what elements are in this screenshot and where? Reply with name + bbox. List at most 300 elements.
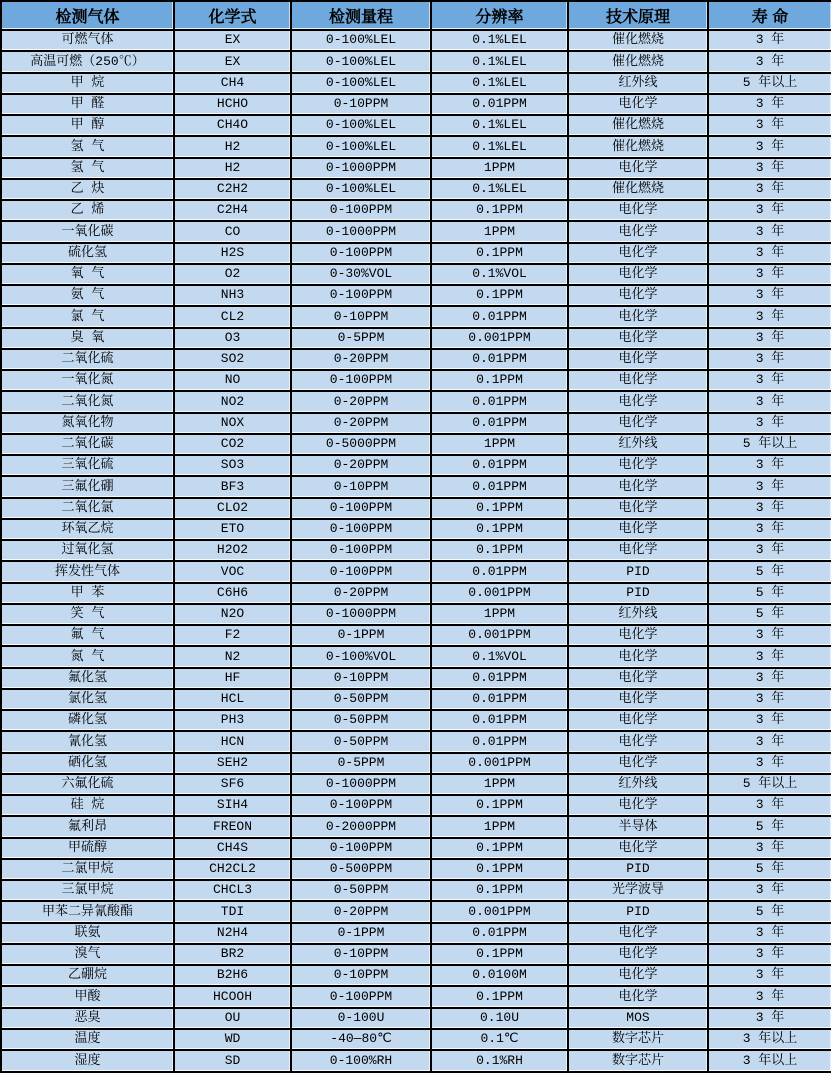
cell-resolution: 1PPM xyxy=(431,816,568,837)
cell-formula: N2O xyxy=(174,604,291,625)
cell-lifespan: 3 年 xyxy=(708,646,831,667)
cell-gas: 硅 烷 xyxy=(1,795,174,816)
cell-gas: 氟化氢 xyxy=(1,668,174,689)
cell-range: 0-10PPM xyxy=(291,94,431,115)
cell-principle: 电化学 xyxy=(568,519,708,540)
cell-lifespan: 3 年 xyxy=(708,264,831,285)
table-row xyxy=(1,1029,831,1050)
cell-principle: 电化学 xyxy=(568,370,708,391)
cell-resolution: 0.1%LEL xyxy=(431,73,568,94)
cell-lifespan: 3 年 xyxy=(708,476,831,497)
cell-range: 0-100%LEL xyxy=(291,73,431,94)
cell-principle: PID xyxy=(568,901,708,922)
cell-gas: 二氧化碳 xyxy=(1,434,174,455)
table-row xyxy=(1,838,831,859)
cell-gas: 氢 气 xyxy=(1,158,174,179)
cell-formula: H2S xyxy=(174,243,291,264)
cell-principle: 电化学 xyxy=(568,285,708,306)
cell-lifespan: 3 年 xyxy=(708,370,831,391)
cell-gas: 臭 氧 xyxy=(1,328,174,349)
cell-formula: HF xyxy=(174,668,291,689)
cell-formula: B2H6 xyxy=(174,965,291,986)
cell-range: 0-1000PPM xyxy=(291,604,431,625)
cell-range: 0-100PPM xyxy=(291,540,431,561)
cell-principle: 电化学 xyxy=(568,753,708,774)
cell-resolution: 1PPM xyxy=(431,434,568,455)
cell-range: 0-100PPM xyxy=(291,795,431,816)
cell-formula: CH2CL2 xyxy=(174,859,291,880)
cell-range: 0-5PPM xyxy=(291,328,431,349)
cell-resolution: 0.1%VOL xyxy=(431,646,568,667)
cell-gas: 甲苯二异氰酸酯 xyxy=(1,901,174,922)
table-row xyxy=(1,94,831,115)
cell-principle: 电化学 xyxy=(568,455,708,476)
cell-gas: 磷化氢 xyxy=(1,710,174,731)
cell-gas: 甲 烷 xyxy=(1,73,174,94)
cell-range: 0-50PPM xyxy=(291,689,431,710)
cell-lifespan: 3 年 xyxy=(708,285,831,306)
table-row xyxy=(1,731,831,752)
cell-range: 0-20PPM xyxy=(291,583,431,604)
cell-principle: 电化学 xyxy=(568,158,708,179)
cell-formula: OU xyxy=(174,1008,291,1029)
cell-principle: 电化学 xyxy=(568,923,708,944)
cell-resolution: 0.1PPM xyxy=(431,880,568,901)
cell-resolution: 0.01PPM xyxy=(431,455,568,476)
cell-lifespan: 3 年 xyxy=(708,158,831,179)
table-row xyxy=(1,923,831,944)
cell-principle: PID xyxy=(568,859,708,880)
cell-range: 0-1000PPM xyxy=(291,158,431,179)
cell-formula: EX xyxy=(174,51,291,72)
cell-principle: 电化学 xyxy=(568,944,708,965)
cell-gas: 甲 醛 xyxy=(1,94,174,115)
cell-gas: 过氧化氢 xyxy=(1,540,174,561)
table-row xyxy=(1,753,831,774)
cell-principle: 电化学 xyxy=(568,731,708,752)
cell-gas: 甲硫醇 xyxy=(1,838,174,859)
cell-principle: 电化学 xyxy=(568,646,708,667)
cell-principle: 电化学 xyxy=(568,413,708,434)
cell-formula: CO2 xyxy=(174,434,291,455)
table-row xyxy=(1,30,831,51)
cell-principle: 红外线 xyxy=(568,774,708,795)
table-row xyxy=(1,73,831,94)
cell-range: 0-1PPM xyxy=(291,625,431,646)
cell-range: 0-100%LEL xyxy=(291,115,431,136)
cell-resolution: 0.01PPM xyxy=(431,689,568,710)
cell-lifespan: 3 年 xyxy=(708,1008,831,1029)
cell-lifespan: 5 年 xyxy=(708,816,831,837)
cell-formula: CH4 xyxy=(174,73,291,94)
cell-lifespan: 5 年 xyxy=(708,604,831,625)
cell-principle: 电化学 xyxy=(568,689,708,710)
cell-gas: 温度 xyxy=(1,1029,174,1050)
cell-gas: 氧 气 xyxy=(1,264,174,285)
cell-resolution: 0.001PPM xyxy=(431,625,568,646)
cell-gas: 甲 醇 xyxy=(1,115,174,136)
cell-resolution: 0.001PPM xyxy=(431,753,568,774)
cell-formula: SF6 xyxy=(174,774,291,795)
table-row xyxy=(1,710,831,731)
cell-lifespan: 5 年以上 xyxy=(708,434,831,455)
cell-resolution: 0.01PPM xyxy=(431,349,568,370)
cell-range: 0-20PPM xyxy=(291,901,431,922)
cell-range: 0-100PPM xyxy=(291,838,431,859)
cell-resolution: 0.1PPM xyxy=(431,944,568,965)
cell-resolution: 0.1%LEL xyxy=(431,115,568,136)
cell-resolution: 0.1%LEL xyxy=(431,136,568,157)
cell-formula: PH3 xyxy=(174,710,291,731)
cell-formula: VOC xyxy=(174,561,291,582)
cell-range: 0-100PPM xyxy=(291,561,431,582)
cell-formula: TDI xyxy=(174,901,291,922)
cell-principle: 电化学 xyxy=(568,391,708,412)
table-row xyxy=(1,561,831,582)
cell-lifespan: 3 年 xyxy=(708,731,831,752)
cell-resolution: 0.001PPM xyxy=(431,901,568,922)
cell-formula: BR2 xyxy=(174,944,291,965)
cell-lifespan: 3 年 xyxy=(708,965,831,986)
cell-range: 0-50PPM xyxy=(291,731,431,752)
cell-principle: 催化燃烧 xyxy=(568,30,708,51)
cell-lifespan: 3 年 xyxy=(708,753,831,774)
cell-principle: 电化学 xyxy=(568,540,708,561)
cell-resolution: 0.001PPM xyxy=(431,583,568,604)
cell-formula: C2H4 xyxy=(174,200,291,221)
cell-gas: 硒化氢 xyxy=(1,753,174,774)
cell-principle: 电化学 xyxy=(568,328,708,349)
cell-lifespan: 5 年 xyxy=(708,561,831,582)
cell-resolution: 0.1℃ xyxy=(431,1029,568,1050)
cell-principle: 电化学 xyxy=(568,625,708,646)
cell-range: 0-100PPM xyxy=(291,285,431,306)
cell-gas: 三氟化硼 xyxy=(1,476,174,497)
cell-formula: SEH2 xyxy=(174,753,291,774)
cell-gas: 湿度 xyxy=(1,1050,174,1072)
cell-resolution: 0.1PPM xyxy=(431,540,568,561)
cell-range: 0-100%LEL xyxy=(291,30,431,51)
cell-formula: HCL xyxy=(174,689,291,710)
cell-range: 0-20PPM xyxy=(291,455,431,476)
table-row xyxy=(1,1008,831,1029)
cell-formula: C2H2 xyxy=(174,179,291,200)
cell-gas: 一氧化碳 xyxy=(1,221,174,242)
cell-resolution: 1PPM xyxy=(431,221,568,242)
cell-range: 0-10PPM xyxy=(291,668,431,689)
cell-principle: 红外线 xyxy=(568,604,708,625)
cell-gas: 环氧乙烷 xyxy=(1,519,174,540)
cell-formula: ETO xyxy=(174,519,291,540)
cell-formula: CHCL3 xyxy=(174,880,291,901)
cell-resolution: 0.01PPM xyxy=(431,476,568,497)
cell-range: 0-100PPM xyxy=(291,370,431,391)
cell-range: 0-5000PPM xyxy=(291,434,431,455)
table-row xyxy=(1,370,831,391)
cell-formula: FREON xyxy=(174,816,291,837)
cell-resolution: 0.1PPM xyxy=(431,498,568,519)
cell-resolution: 0.1PPM xyxy=(431,370,568,391)
cell-gas: 二氧化氯 xyxy=(1,498,174,519)
cell-principle: 红外线 xyxy=(568,434,708,455)
cell-gas: 甲酸 xyxy=(1,986,174,1007)
table-row xyxy=(1,583,831,604)
cell-range: 0-5PPM xyxy=(291,753,431,774)
cell-range: 0-30%VOL xyxy=(291,264,431,285)
cell-resolution: 0.1PPM xyxy=(431,795,568,816)
cell-gas: 乙 烯 xyxy=(1,200,174,221)
cell-resolution: 0.0100M xyxy=(431,965,568,986)
table-row xyxy=(1,668,831,689)
cell-range: 0-100PPM xyxy=(291,243,431,264)
cell-formula: SIH4 xyxy=(174,795,291,816)
table-row xyxy=(1,901,831,922)
cell-formula: WD xyxy=(174,1029,291,1050)
cell-principle: 催化燃烧 xyxy=(568,115,708,136)
cell-lifespan: 3 年 xyxy=(708,710,831,731)
cell-lifespan: 3 年 xyxy=(708,221,831,242)
cell-lifespan: 3 年 xyxy=(708,455,831,476)
cell-gas: 三氯甲烷 xyxy=(1,880,174,901)
cell-lifespan: 3 年 xyxy=(708,94,831,115)
cell-lifespan: 5 年以上 xyxy=(708,774,831,795)
table-body xyxy=(1,30,831,1072)
table-row xyxy=(1,519,831,540)
cell-gas: 氮氧化物 xyxy=(1,413,174,434)
cell-resolution: 0.01PPM xyxy=(431,306,568,327)
cell-principle: PID xyxy=(568,561,708,582)
cell-principle: 半导体 xyxy=(568,816,708,837)
cell-resolution: 1PPM xyxy=(431,774,568,795)
table-row xyxy=(1,944,831,965)
cell-lifespan: 3 年 xyxy=(708,306,831,327)
cell-resolution: 0.1PPM xyxy=(431,838,568,859)
cell-principle: 电化学 xyxy=(568,986,708,1007)
cell-gas: 联氨 xyxy=(1,923,174,944)
cell-lifespan: 3 年以上 xyxy=(708,1050,831,1072)
cell-gas: 氯 气 xyxy=(1,306,174,327)
cell-resolution: 0.01PPM xyxy=(431,561,568,582)
cell-formula: N2 xyxy=(174,646,291,667)
cell-principle: 电化学 xyxy=(568,200,708,221)
cell-principle: 电化学 xyxy=(568,94,708,115)
cell-lifespan: 3 年 xyxy=(708,986,831,1007)
cell-resolution: 1PPM xyxy=(431,158,568,179)
cell-gas: 恶臭 xyxy=(1,1008,174,1029)
cell-resolution: 0.1PPM xyxy=(431,519,568,540)
cell-formula: HCHO xyxy=(174,94,291,115)
cell-resolution: 1PPM xyxy=(431,604,568,625)
cell-principle: 电化学 xyxy=(568,668,708,689)
cell-formula: NO2 xyxy=(174,391,291,412)
cell-formula: NH3 xyxy=(174,285,291,306)
cell-gas: 二氧化氮 xyxy=(1,391,174,412)
table-row xyxy=(1,689,831,710)
cell-range: 0-100U xyxy=(291,1008,431,1029)
cell-formula: SD xyxy=(174,1050,291,1072)
cell-gas: 六氟化硫 xyxy=(1,774,174,795)
cell-gas: 笑 气 xyxy=(1,604,174,625)
table-row xyxy=(1,179,831,200)
cell-gas: 乙 炔 xyxy=(1,179,174,200)
table-row xyxy=(1,285,831,306)
cell-formula: CH4S xyxy=(174,838,291,859)
cell-principle: 光学波导 xyxy=(568,880,708,901)
cell-gas: 氟 气 xyxy=(1,625,174,646)
cell-formula: CL2 xyxy=(174,306,291,327)
table-row xyxy=(1,51,831,72)
cell-principle: MOS xyxy=(568,1008,708,1029)
cell-resolution: 0.1%LEL xyxy=(431,179,568,200)
table-row xyxy=(1,625,831,646)
cell-range: 0-50PPM xyxy=(291,880,431,901)
table-row xyxy=(1,986,831,1007)
cell-gas: 可燃气体 xyxy=(1,30,174,51)
cell-range: 0-100PPM xyxy=(291,519,431,540)
cell-lifespan: 3 年 xyxy=(708,689,831,710)
table-row xyxy=(1,306,831,327)
table-row xyxy=(1,965,831,986)
cell-range: 0-1000PPM xyxy=(291,221,431,242)
cell-lifespan: 3 年 xyxy=(708,115,831,136)
cell-lifespan: 3 年 xyxy=(708,625,831,646)
cell-resolution: 0.01PPM xyxy=(431,731,568,752)
table-row xyxy=(1,264,831,285)
table-row xyxy=(1,498,831,519)
cell-formula: F2 xyxy=(174,625,291,646)
table-row xyxy=(1,816,831,837)
table-row xyxy=(1,455,831,476)
cell-principle: 催化燃烧 xyxy=(568,136,708,157)
cell-lifespan: 5 年以上 xyxy=(708,73,831,94)
header-row xyxy=(1,1,831,30)
cell-gas: 挥发性气体 xyxy=(1,561,174,582)
cell-gas: 氰化氢 xyxy=(1,731,174,752)
cell-range: 0-100%VOL xyxy=(291,646,431,667)
cell-range: 0-1PPM xyxy=(291,923,431,944)
table-row xyxy=(1,158,831,179)
table-row xyxy=(1,221,831,242)
table-row xyxy=(1,540,831,561)
table-row xyxy=(1,391,831,412)
cell-lifespan: 3 年 xyxy=(708,880,831,901)
cell-gas: 氢 气 xyxy=(1,136,174,157)
cell-gas: 甲 苯 xyxy=(1,583,174,604)
cell-lifespan: 5 年 xyxy=(708,901,831,922)
table-row xyxy=(1,859,831,880)
table-row xyxy=(1,604,831,625)
cell-gas: 二氧化硫 xyxy=(1,349,174,370)
cell-principle: 电化学 xyxy=(568,476,708,497)
cell-lifespan: 3 年 xyxy=(708,668,831,689)
cell-lifespan: 5 年 xyxy=(708,583,831,604)
cell-formula: N2H4 xyxy=(174,923,291,944)
cell-lifespan: 3 年 xyxy=(708,30,831,51)
table-row xyxy=(1,434,831,455)
table-row xyxy=(1,646,831,667)
cell-gas: 硫化氢 xyxy=(1,243,174,264)
cell-formula: HCN xyxy=(174,731,291,752)
cell-formula: SO3 xyxy=(174,455,291,476)
cell-gas: 氨 气 xyxy=(1,285,174,306)
cell-resolution: 0.01PPM xyxy=(431,668,568,689)
cell-gas: 氯化氢 xyxy=(1,689,174,710)
cell-principle: 电化学 xyxy=(568,306,708,327)
cell-principle: 红外线 xyxy=(568,73,708,94)
cell-resolution: 0.1%LEL xyxy=(431,51,568,72)
cell-range: 0-100PPM xyxy=(291,498,431,519)
table-row xyxy=(1,1050,831,1072)
cell-formula: NO xyxy=(174,370,291,391)
cell-principle: 电化学 xyxy=(568,243,708,264)
cell-gas: 一氧化氮 xyxy=(1,370,174,391)
cell-lifespan: 3 年 xyxy=(708,923,831,944)
cell-resolution: 0.1PPM xyxy=(431,200,568,221)
table-row xyxy=(1,795,831,816)
cell-range: 0-10PPM xyxy=(291,944,431,965)
cell-range: 0-100%RH xyxy=(291,1050,431,1072)
cell-formula: H2 xyxy=(174,158,291,179)
header-gas: 检测气体 xyxy=(1,1,174,30)
header-formula: 化学式 xyxy=(174,1,291,30)
cell-resolution: 0.1PPM xyxy=(431,859,568,880)
cell-range: 0-50PPM xyxy=(291,710,431,731)
cell-range: 0-10PPM xyxy=(291,306,431,327)
cell-formula: H2 xyxy=(174,136,291,157)
cell-principle: 电化学 xyxy=(568,349,708,370)
table-row xyxy=(1,328,831,349)
header-range: 检测量程 xyxy=(291,1,431,30)
cell-principle: 数字芯片 xyxy=(568,1029,708,1050)
cell-resolution: 0.01PPM xyxy=(431,391,568,412)
cell-lifespan: 3 年 xyxy=(708,498,831,519)
cell-resolution: 0.001PPM xyxy=(431,328,568,349)
cell-formula: O3 xyxy=(174,328,291,349)
cell-gas: 氟利昂 xyxy=(1,816,174,837)
cell-lifespan: 3 年以上 xyxy=(708,1029,831,1050)
cell-range: -40—80℃ xyxy=(291,1029,431,1050)
cell-formula: CH4O xyxy=(174,115,291,136)
header-principle: 技术原理 xyxy=(568,1,708,30)
table-row xyxy=(1,774,831,795)
cell-resolution: 0.1%VOL xyxy=(431,264,568,285)
cell-formula: CLO2 xyxy=(174,498,291,519)
table-header xyxy=(1,1,831,30)
cell-range: 0-2000PPM xyxy=(291,816,431,837)
table-row xyxy=(1,136,831,157)
cell-principle: 催化燃烧 xyxy=(568,179,708,200)
cell-formula: NOX xyxy=(174,413,291,434)
cell-range: 0-1000PPM xyxy=(291,774,431,795)
header-resolution: 分辨率 xyxy=(431,1,568,30)
cell-resolution: 0.1PPM xyxy=(431,986,568,1007)
table-row xyxy=(1,880,831,901)
cell-formula: HCOOH xyxy=(174,986,291,1007)
cell-gas: 高温可燃（250℃） xyxy=(1,51,174,72)
cell-resolution: 0.1%RH xyxy=(431,1050,568,1072)
table-row xyxy=(1,349,831,370)
cell-principle: 电化学 xyxy=(568,838,708,859)
cell-principle: 电化学 xyxy=(568,795,708,816)
cell-principle: 电化学 xyxy=(568,264,708,285)
table-row xyxy=(1,115,831,136)
cell-lifespan: 3 年 xyxy=(708,413,831,434)
cell-range: 0-100%LEL xyxy=(291,179,431,200)
cell-range: 0-10PPM xyxy=(291,965,431,986)
cell-formula: SO2 xyxy=(174,349,291,370)
cell-range: 0-20PPM xyxy=(291,413,431,434)
cell-lifespan: 3 年 xyxy=(708,540,831,561)
